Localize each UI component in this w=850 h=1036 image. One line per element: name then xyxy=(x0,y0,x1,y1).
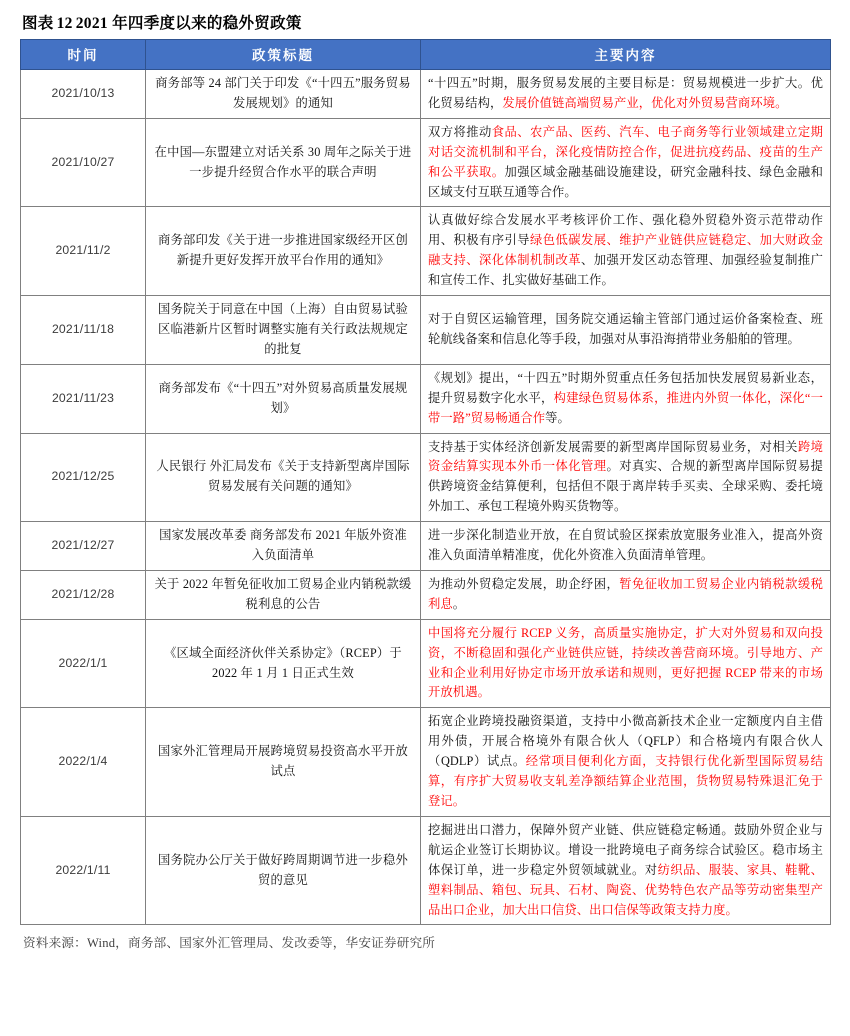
cell-policy-content xyxy=(421,433,831,522)
table-row xyxy=(21,433,831,522)
cell-policy-content xyxy=(421,118,831,207)
cell-policy-title: 国家外汇管理局开展跨境贸易投资高水平开放试点 xyxy=(146,708,421,817)
cell-policy-title: 商务部发布《“十四五”对外贸易高质量发展规划》 xyxy=(146,364,421,433)
cell-time: 2021/11/23 xyxy=(21,364,146,433)
table-row xyxy=(21,296,831,365)
cell-time: 2021/12/25 xyxy=(21,433,146,522)
table-row xyxy=(21,619,831,708)
content-highlight: 发展价值链高端贸易产业，优化对外贸易营商环境。 xyxy=(502,95,788,110)
content-text: 为推动外贸稳定发展，助企纾困， xyxy=(428,576,620,591)
column-header-content: 主要内容 xyxy=(421,40,831,70)
content-text: 认真做好综合发展水平考核评价工作、强化稳外贸稳外资示范带动作用、积极有序引导 xyxy=(428,213,823,248)
content-highlight: 纺织品、服装、家具、鞋靴、塑料制品、箱包、玩具、石材、陶瓷、优势特色农产品等劳动密集型产品出口企业，加大出口信贷、出口信保等政策支持力度。 xyxy=(428,862,823,917)
cell-policy-content xyxy=(421,364,831,433)
figure-caption xyxy=(20,10,830,39)
table-row xyxy=(21,364,831,433)
content-highlight: 构建绿色贸易体系，推进内外贸一体化，深化“一带一路”贸易畅通合作 xyxy=(428,390,823,425)
cell-time: 2021/12/27 xyxy=(21,522,146,571)
caption-number: 12 xyxy=(56,15,73,32)
caption-prefix: 图表 xyxy=(22,15,54,32)
cell-time: 2021/12/28 xyxy=(21,570,146,619)
source-note: 资料来源：Wind，商务部、国家外汇管理局、发改委等，华安证券研究所 xyxy=(23,936,436,951)
cell-policy-title: 商务部等 24 部门关于印发《“十四五”服务贸易发展规划》的通知 xyxy=(146,70,421,119)
content-highlight: 经常项目便利化方面，支持银行优化新型国际贸易结算，有序扩大贸易收支轧差净额结算企业范围，货物贸易特殊退汇免于登记。 xyxy=(428,754,823,808)
table-row xyxy=(21,70,831,119)
content-text: 拓宽企业跨境投融资渠道，支持中小微高新技术企业一定额度内自主借用外债，开展合格境外有限合伙人（QFLP）和合格境内有限合伙人（QDLP）试点。 xyxy=(428,714,823,769)
content-text: “十四五”时期，服务贸易发展的主要目标是：贸易规模进一步扩大。优化贸易结构， xyxy=(428,76,823,110)
cell-time: 2021/10/27 xyxy=(21,118,146,207)
cell-time: 2021/11/2 xyxy=(21,207,146,296)
content-text: 、加强开发区动态管理、加强经验复制推广和宣传工作、扎实做好基础工作。 xyxy=(428,253,824,288)
table-header-row xyxy=(21,40,831,70)
cell-time: 2021/10/13 xyxy=(21,70,146,119)
content-text: 挖掘进出口潜力，保障外贸产业链、供应链稳定畅通。鼓励外贸企业与航运企业签订长期协议。增设一批跨境电子商务综合试验区。稳市场主体保订单，进一步稳定外贸领域就业。对 xyxy=(428,822,823,877)
content-text: 支持基于实体经济创新发展需要的新型离岸国际贸易业务，对相关 xyxy=(428,439,798,454)
cell-policy-content xyxy=(421,296,831,365)
cell-policy-content xyxy=(421,70,831,119)
content-highlight: 中国将充分履行 RCEP 义务，高质量实施协定，扩大对外贸易和双向投资，不断稳固和强化产业链供应链，持续改善营商环境。引导地方、产业和企业利用好协定市场开放承诺和规则，更好把握 RCEP 带来的市场开放机遇。 xyxy=(428,625,823,700)
cell-time: 2022/1/11 xyxy=(21,816,146,925)
cell-time: 2021/11/18 xyxy=(21,296,146,365)
cell-policy-content xyxy=(421,522,831,571)
table-row xyxy=(21,118,831,207)
table-body xyxy=(21,70,831,925)
cell-time: 2022/1/4 xyxy=(21,708,146,817)
content-text: 《规划》提出，“十四五”时期外贸重点任务包括加快发展贸易新业态，提升贸易数字化水平， xyxy=(428,370,823,405)
cell-policy-title: 国家发展改革委 商务部发布 2021 年版外资准入负面清单 xyxy=(146,522,421,571)
content-text: 对于自贸区运输管理，国务院交通运输主管部门通过运价备案检查、班轮航线备案和信息化等手段，加强对从事沿海捎带业务船舶的管理。 xyxy=(428,312,823,346)
content-highlight: 跨境资金结算实现本外币一体化管理 xyxy=(428,439,823,474)
caption-title: 2021 年四季度以来的稳外贸政策 xyxy=(75,15,302,32)
table-row xyxy=(21,708,831,817)
content-text: 等。 xyxy=(545,410,570,425)
content-text: 。 xyxy=(452,596,466,611)
content-text: 加强区域金融基础设施建设，研究金融科技、绿色金融和区域支付互联互通等合作。 xyxy=(428,164,823,199)
cell-policy-content xyxy=(421,619,831,708)
cell-policy-title: 国务院关于同意在中国（上海）自由贸易试验区临港新片区暂时调整实施有关行政法规规定的批复 xyxy=(146,296,421,365)
column-header-title: 政策标题 xyxy=(146,40,421,70)
cell-policy-title: 国务院办公厅关于做好跨周期调节进一步稳外贸的意见 xyxy=(146,816,421,925)
table-header xyxy=(21,40,831,70)
cell-policy-title: 在中国—东盟建立对话关系 30 周年之际关于进一步提升经贸合作水平的联合声明 xyxy=(146,118,421,207)
cell-policy-title: 关于 2022 年暂免征收加工贸易企业内销税款缓税利息的公告 xyxy=(146,570,421,619)
content-text: 。对真实、合规的新型离岸国际贸易提供跨境资金结算便利，包括但不限于离岸转手买卖、全球采购、委托境外加工、承包工程境外购买货物等。 xyxy=(428,459,823,514)
cell-time: 2022/1/1 xyxy=(21,619,146,708)
cell-policy-title: 商务部印发《关于进一步推进国家级经开区创新提升更好发挥开放平台作用的通知》 xyxy=(146,207,421,296)
table-row xyxy=(21,522,831,571)
policy-table xyxy=(20,39,831,925)
content-highlight: 绿色低碳发展、维护产业链供应链稳定、加大财政金融支持、深化体制机制改革 xyxy=(428,233,823,268)
cell-policy-content xyxy=(421,708,831,817)
table-row xyxy=(21,207,831,296)
column-header-time: 时间 xyxy=(21,40,146,70)
cell-policy-content xyxy=(421,570,831,619)
table-row xyxy=(21,570,831,619)
cell-policy-title: 《区域全面经济伙伴关系协定》（RCEP）于 2022 年 1 月 1 日正式生效 xyxy=(146,619,421,708)
content-text: 双方将推动 xyxy=(428,124,492,139)
cell-policy-content xyxy=(421,207,831,296)
content-text: 进一步深化制造业开放，在自贸试验区探索放宽服务业准入，提高外资准入负面清单精准度，优化外资准入负面清单管理。 xyxy=(428,528,823,563)
table-row xyxy=(21,816,831,925)
cell-policy-content xyxy=(421,816,831,925)
content-highlight: 暂免征收加工贸易企业内销税款缓税利息 xyxy=(428,576,823,611)
content-highlight: 食品、农产品、医药、汽车、电子商务等行业领域建立定期对话交流机制和平台，深化疫情防控合作，促进抗疫药品、疫苗的生产和公平获取。 xyxy=(428,124,823,179)
cell-policy-title: 人民银行 外汇局发布《关于支持新型离岸国际贸易发展有关问题的通知》 xyxy=(146,433,421,522)
